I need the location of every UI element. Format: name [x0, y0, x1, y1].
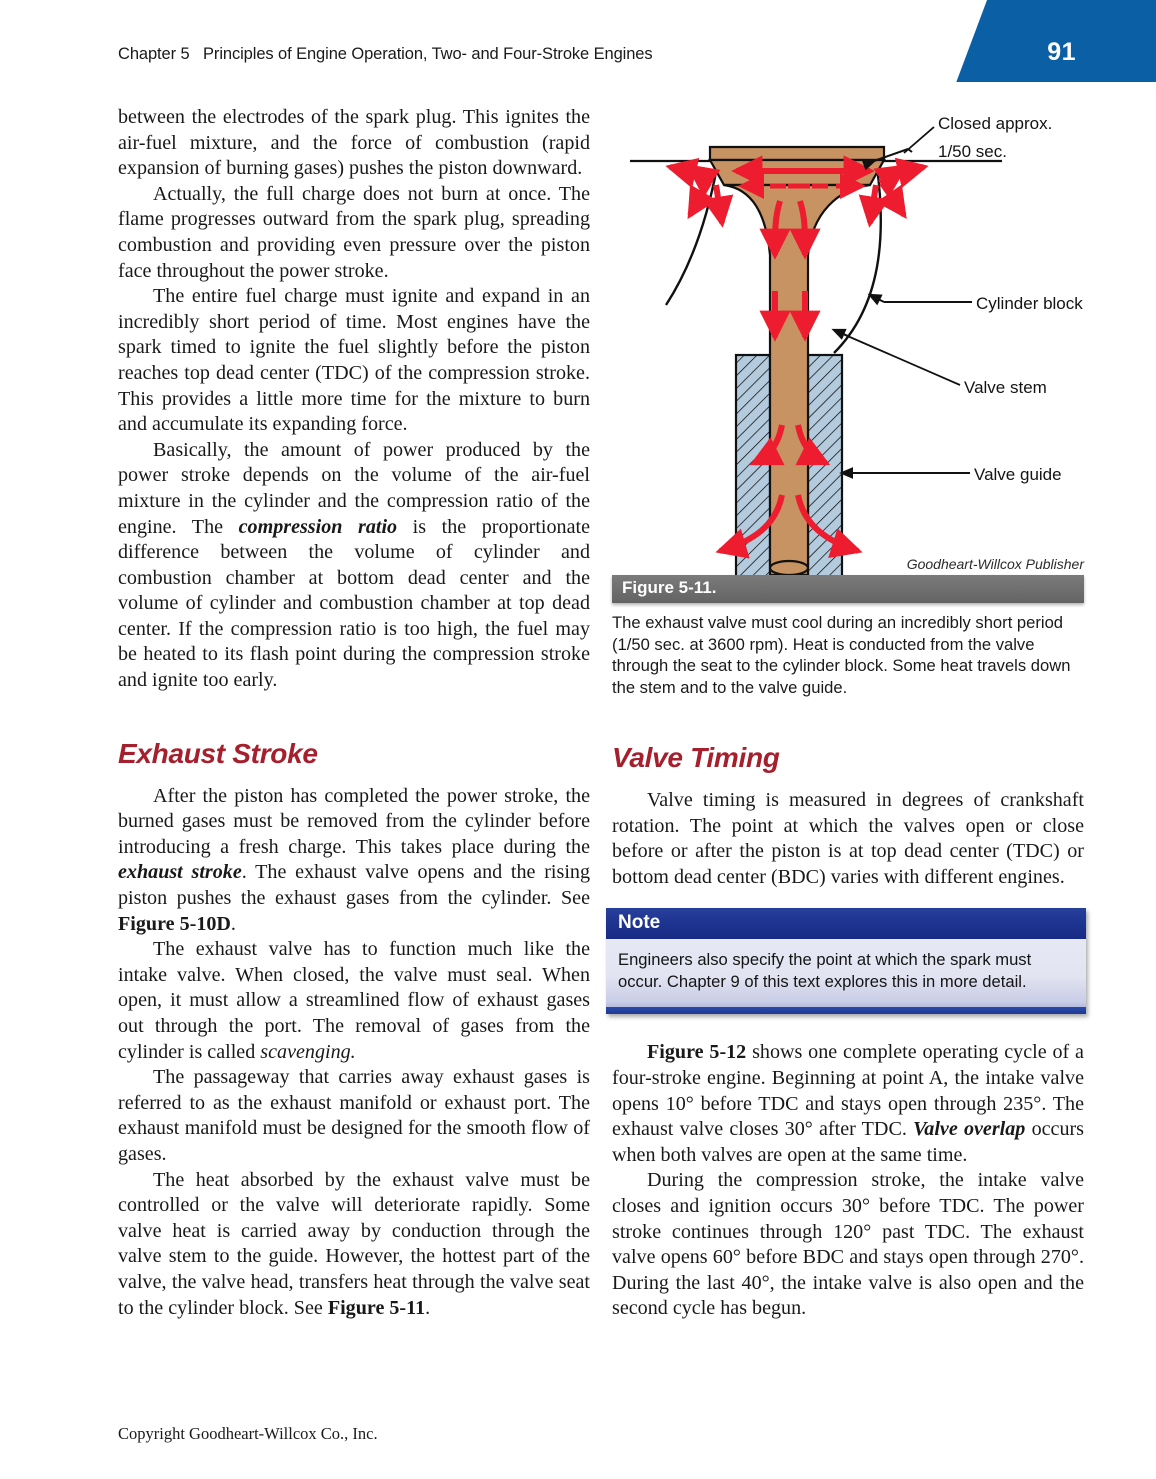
paragraph: Actually, the full charge does not burn at once. The flame progresses outward from the spark plug, spreading combustion and providing even pressure over the piston face throughout the power stroke. [118, 182, 590, 282]
note-header [606, 908, 1086, 939]
paragraph: The entire fuel charge must ignite and expand in an incredibly short period of time. Most engines have the spark timed to ignite the fuel slightly before the piston reaches top dead center (TDC) of the compression stroke. This provides a little more time for the mixture to burn and accumulate its expanding force. [118, 285, 590, 436]
note-callout [606, 908, 1086, 1014]
paragraph-exhaust-2 [118, 937, 590, 1065]
label-closed-approx-line1: Closed approx. [938, 114, 1053, 133]
label-valve-stem: Valve stem [964, 378, 1047, 397]
paragraph-exhaust-4 [118, 1168, 590, 1322]
figure-reference: Figure 5-10D [118, 912, 231, 935]
text-run: . The exhaust valve opens and the rising piston pushes the exhaust gases from the cylinder. See [118, 861, 590, 910]
paragraph: between the electrodes of the spark plug. This ignites the air-fuel mixture, and the force of combustion (rapid expansion of burning gases) pushes the piston downward. [118, 106, 590, 180]
text-run: . [425, 1296, 431, 1319]
heading-exhaust-stroke: Exhaust Stroke [118, 737, 318, 769]
paragraph-last: During the compression stroke, the intake valve closes and ignition occurs 30° before TDC. The power stroke continues through 120° past TDC. The exhaust valve opens 60° before BDC and stays open through 270°. During the last 40°, the intake valve is also open and the second cycle has begun. [612, 1169, 1084, 1320]
figure-credit: Goodheart-Willcox Publisher [906, 556, 1084, 572]
text-run: . [230, 912, 236, 935]
term-valve-overlap: Valve overlap [913, 1118, 1026, 1141]
text-run: occurs when both valves are open at the same time. [612, 1118, 1085, 1166]
text-run: The exhaust valve has to function much like the intake valve. When closed, the valve must seal. When open, it must allow a streamlined flow of exhaust gases out through the port. The removal of gases from the cylinder is called [118, 938, 590, 1063]
paragraph-figure-5-12 [612, 1040, 1084, 1168]
page-number: 91 [1047, 38, 1076, 66]
term-scavenging: scavenging. [260, 1040, 356, 1063]
paragraph-compression-ratio [118, 438, 590, 694]
page-header [0, 0, 1156, 85]
running-head: Chapter 5 Principles of Engine Operation, Two- and Four-Stroke Engines [118, 45, 653, 63]
heading-valve-timing: Valve Timing [612, 742, 780, 773]
note-title: Note [618, 912, 661, 934]
figure-reference: Figure 5-12 [647, 1041, 747, 1064]
footer-copyright: Copyright Goodheart-Willcox Co., Inc. [118, 1424, 378, 1443]
term-exhaust-stroke: exhaust stroke [118, 861, 242, 884]
paragraph-valve-timing: Valve timing is measured in degrees of crankshaft rotation. The point at which the valves open or close before or after the piston is at top dead center (TDC) or bottom dead center (BDC) varies with different engines. [612, 789, 1084, 888]
text-run: shows one complete operating cycle of a four-stroke engine. Beginning at point A, the intake valve opens 10° before TDC and stays open through 235°. The exhaust valve closes 30° after TDC. [612, 1041, 1084, 1141]
valve-cooling-diagram [612, 105, 1084, 575]
figure-reference: Figure 5-11 [327, 1296, 426, 1319]
text-run: Basically, the amount of power produced by the power stroke depends on the volume of the air-fuel mixture in the cylinder and the compression ratio of the engine. The [118, 438, 590, 538]
note-body [606, 939, 1086, 1007]
spacer [612, 1014, 1084, 1040]
header-corner-banner [900, 0, 1156, 82]
figure-number-bar [612, 575, 1084, 603]
term-compression-ratio: compression ratio [238, 515, 398, 538]
paragraph-exhaust-3: The passageway that carries away exhaust gases is referred to as the exhaust manifold or exhaust port. The exhaust manifold must be designed for the smooth flow of gases. [118, 1066, 590, 1165]
spacer [118, 694, 590, 738]
text-run: After the piston has completed the power stroke, the burned gases must be removed from the cylinder before introducing a fresh charge. This takes place during the [118, 784, 590, 858]
right-column [612, 105, 1084, 1322]
text-run: is the proportionate difference between the volume of cylinder and combustion chamber at bottom dead center and the volume of cylinder and combustion chamber at top dead center. If the compression ratio is too high, the fuel may be heated to its flash point during the compression stroke and ignite too early. [118, 515, 590, 692]
note-bottom-rule [606, 1007, 1086, 1014]
paragraph-exhaust-1 [118, 784, 590, 938]
figure-number: Figure 5-11. [622, 578, 717, 597]
note-text: Engineers also specify the point at which the spark must occur. Chapter 9 of this text explores this in more detail. [618, 950, 1032, 992]
label-valve-guide: Valve guide [974, 465, 1062, 484]
figure-caption: The exhaust valve must cool during an incredibly short period (1/50 sec. at 3600 rpm). Heat is conducted from the valve through the seat to the cylinder block. Some heat travels down the stem and to the valve guide. [612, 613, 1071, 697]
figure-5-11-illustration [612, 105, 1084, 575]
spacer [612, 698, 1084, 742]
label-closed-approx-line2: 1/50 sec. [938, 142, 1007, 161]
text-run: The heat absorbed by the exhaust valve must be controlled or the valve will deteriorate rapidly. Some valve heat is carried away by conduction through the valve stem to the guide. However, the hottest part of the valve, the valve head, transfers heat through the valve seat to the cylinder block. See [118, 1168, 590, 1319]
left-column [118, 105, 590, 1321]
label-cylinder-block: Cylinder block [976, 294, 1083, 313]
